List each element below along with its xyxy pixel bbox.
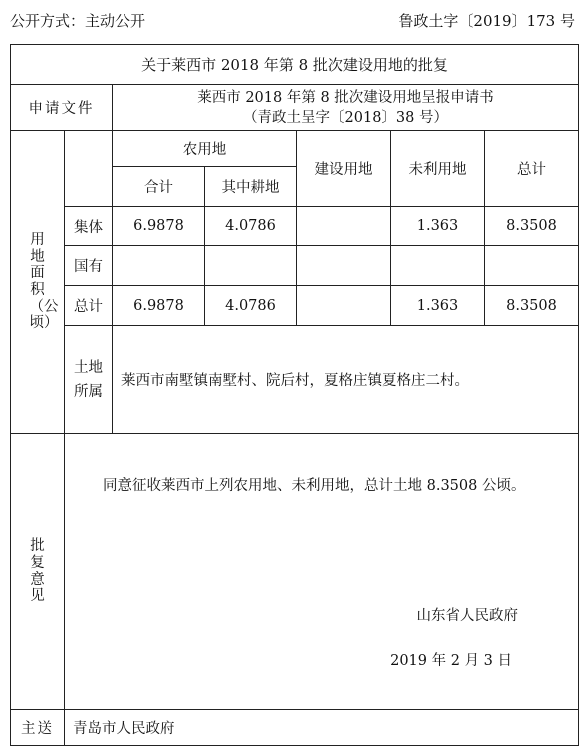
opinion-row xyxy=(11,434,579,710)
row-name: 国有 xyxy=(65,246,113,286)
ownership-label-line-2: 所属 xyxy=(74,383,103,400)
application-line-1: 莱西市 2018 年第 8 批次建设用地呈报申请书 xyxy=(197,89,494,106)
application-document xyxy=(113,85,579,131)
cell-construction xyxy=(297,286,391,326)
header-farmland: 农用地 xyxy=(113,131,297,167)
ownership-label-line-1: 土地 xyxy=(74,359,103,376)
cell-unused: 1.363 xyxy=(391,286,485,326)
opinion-label-cell xyxy=(11,434,65,710)
cell-total: 8.3508 xyxy=(485,207,579,246)
cell-farm-total xyxy=(113,246,205,286)
area-header-row-1 xyxy=(11,131,579,167)
main-send-value: 青岛市人民政府 xyxy=(65,710,579,746)
cell-construction xyxy=(297,246,391,286)
cell-cultivated xyxy=(205,246,297,286)
cell-cultivated: 4.0786 xyxy=(205,286,297,326)
header-construction: 建设用地 xyxy=(297,131,391,207)
header-total: 总计 xyxy=(485,131,579,207)
issuing-organization: 山东省人民政府 xyxy=(416,608,519,624)
table-row xyxy=(11,286,579,326)
opinion-label: 批复意见 xyxy=(30,538,45,605)
cell-unused xyxy=(391,246,485,286)
title-row xyxy=(11,45,579,85)
row-name: 集体 xyxy=(65,207,113,246)
cell-farm-total: 6.9878 xyxy=(113,286,205,326)
ownership-row xyxy=(11,326,579,434)
table-row xyxy=(11,246,579,286)
cell-unused: 1.363 xyxy=(391,207,485,246)
application-line-2: （青政土呈字〔2018〕38 号） xyxy=(243,109,448,126)
approval-table xyxy=(10,44,579,746)
area-label: 用地面积（公顷） xyxy=(29,231,59,332)
document-title: 关于莱西市 2018 年第 8 批次建设用地的批复 xyxy=(11,45,579,85)
row-name: 总计 xyxy=(65,286,113,326)
cell-cultivated: 4.0786 xyxy=(205,207,297,246)
cell-farm-total: 6.9878 xyxy=(113,207,205,246)
main-send-label: 主送 xyxy=(11,710,65,746)
issue-date: 2019 年 2 月 3 日 xyxy=(390,653,513,669)
cell-total: 8.3508 xyxy=(485,286,579,326)
area-label-cell xyxy=(11,131,65,434)
document-number: 鲁政土字〔2019〕173 号 xyxy=(398,12,575,30)
header-cultivated: 其中耕地 xyxy=(205,167,297,207)
main-send-row xyxy=(11,710,579,746)
ownership-label xyxy=(65,326,113,434)
opinion-body xyxy=(65,434,579,710)
application-row xyxy=(11,85,579,131)
cell-total xyxy=(485,246,579,286)
ownership-text: 莱西市南墅镇南墅村、院后村，夏格庄镇夏格庄二村。 xyxy=(113,326,579,434)
header-blank xyxy=(65,131,113,207)
application-label: 申请文件 xyxy=(11,85,113,131)
header-subtotal: 合计 xyxy=(113,167,205,207)
header-unused: 未利用地 xyxy=(391,131,485,207)
cell-construction xyxy=(297,207,391,246)
disclosure-label: 公开方式：主动公开 xyxy=(10,12,146,30)
opinion-text: 同意征收莱西市上列农用地、未利用地，总计土地 8.3508 公顷。 xyxy=(103,478,526,494)
table-row xyxy=(11,207,579,246)
